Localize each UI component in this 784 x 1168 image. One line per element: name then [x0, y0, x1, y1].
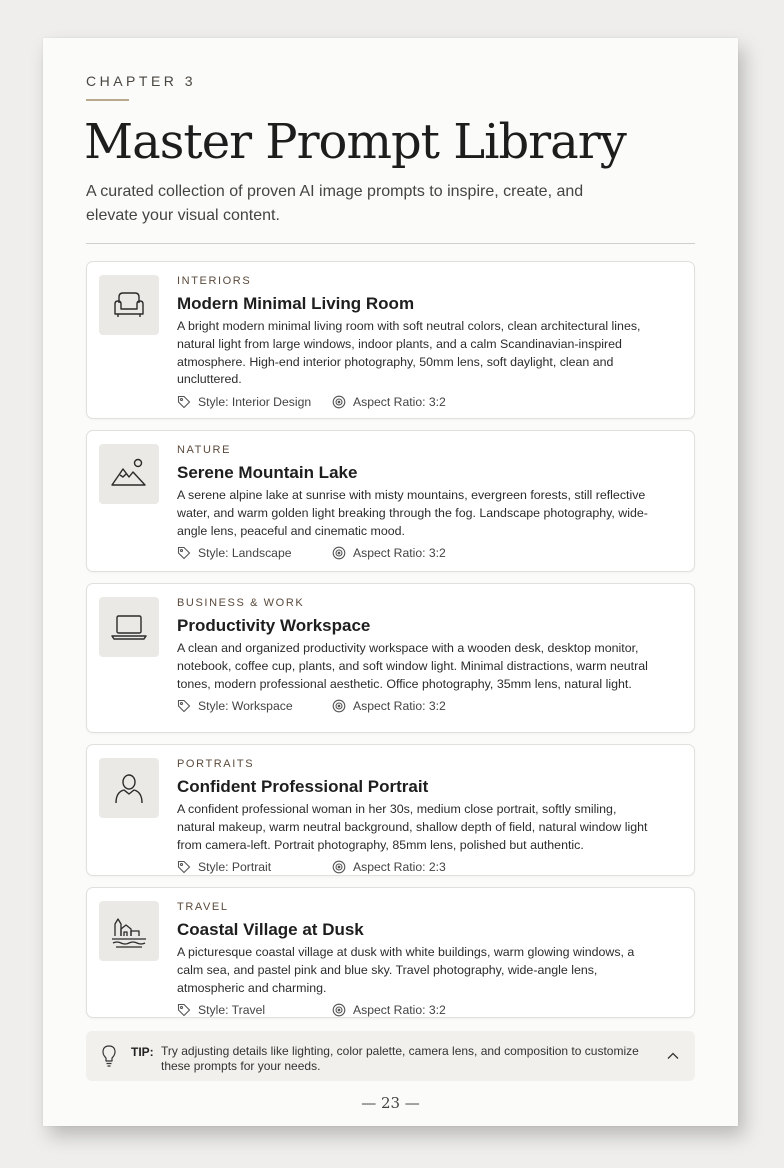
aspect-ratio: [332, 860, 446, 874]
tip-label: TIP:: [131, 1045, 154, 1059]
prompt-card-nature[interactable]: [86, 430, 695, 572]
chapter-label: CHAPTER 3: [86, 73, 197, 89]
tag-icon: [177, 1003, 191, 1017]
prompt-card-travel[interactable]: [86, 887, 695, 1018]
tag-icon: [177, 699, 191, 713]
card-meta: [177, 1003, 654, 1017]
person-icon: [108, 767, 150, 809]
card-icon-box: [99, 901, 159, 961]
card-title: Productivity Workspace: [177, 616, 371, 635]
card-description: A serene alpine lake at sunrise with misty mountains, evergreen forests, still reflective water, and warm golden light breaking through the fog. Landscape photography, wide-angle lens, peaceful and cinematic mood.: [177, 488, 648, 538]
style-tag: [177, 699, 332, 713]
card-title: Confident Professional Portrait: [177, 777, 429, 796]
prompt-card-business[interactable]: [86, 583, 695, 733]
page-title: Master Prompt Library: [84, 114, 626, 170]
book-page: [43, 38, 738, 1126]
card-icon-box: [99, 597, 159, 657]
style-tag: [177, 1003, 332, 1017]
card-meta: [177, 860, 654, 874]
card-icon-box: [99, 444, 159, 504]
aspect-ratio-icon: [332, 546, 346, 560]
aspect-ratio: [332, 546, 446, 560]
style-label: Style: Landscape: [198, 546, 292, 561]
card-category: BUSINESS & WORK: [177, 597, 305, 609]
style-tag: [177, 860, 332, 874]
tip-text: Try adjusting details like lighting, color palette, camera lens, and composition to customize these prompts for your needs.: [161, 1044, 639, 1073]
chevron-up-icon[interactable]: [666, 1049, 680, 1063]
style-tag: [177, 395, 332, 409]
card-title: Modern Minimal Living Room: [177, 294, 415, 313]
card-description: A clean and organized productivity workspace with a wooden desk, desktop monitor, notebook, coffee cup, plants, and soft window light. Minimal distractions, warm neutral tones, modern professional aesthetic. Office photography, 35mm lens, natural light.: [177, 641, 648, 691]
aspect-ratio-label: Aspect Ratio: 2:3: [353, 860, 446, 875]
style-label: Style: Workspace: [198, 699, 293, 714]
aspect-ratio-icon: [332, 860, 346, 874]
style-label: Style: Interior Design: [198, 395, 312, 410]
card-icon-box: [99, 758, 159, 818]
card-meta: [177, 699, 654, 713]
aspect-ratio: [332, 395, 446, 409]
aspect-ratio: [332, 699, 446, 713]
chapter-underline: [86, 99, 129, 101]
card-category: PORTRAITS: [177, 758, 255, 770]
aspect-ratio-label: Aspect Ratio: 3:2: [353, 1003, 446, 1018]
card-title: Serene Mountain Lake: [177, 463, 358, 482]
style-label: Style: Portrait: [198, 860, 272, 875]
aspect-ratio: [332, 1003, 446, 1017]
card-icon-box: [99, 275, 159, 335]
style-label: Style: Travel: [198, 1003, 266, 1018]
tag-icon: [177, 546, 191, 560]
header-divider: [86, 243, 695, 244]
card-description: A bright modern minimal living room with soft neutral colors, clean architectural lines, natural light from large windows, indoor plants, and a calm Scandinavian-inspired atmosphere. High-end interior photography, 50mm lens, soft daylight, clean and uncluttered.: [177, 319, 641, 387]
card-description: A confident professional woman in her 30s, medium close portrait, softly smiling, natural makeup, warm neutral background, shallow depth of field, natural window light from camera-left. Portrait photography, 85mm lens, polished but authentic.: [177, 802, 648, 852]
prompt-card-portraits[interactable]: [86, 744, 695, 876]
village-icon: [108, 910, 150, 952]
card-category: INTERIORS: [177, 275, 252, 287]
aspect-ratio-label: Aspect Ratio: 3:2: [353, 699, 446, 714]
aspect-ratio-icon: [332, 395, 346, 409]
card-category: NATURE: [177, 444, 232, 456]
laptop-icon: [108, 606, 150, 648]
prompt-card-interiors[interactable]: [86, 261, 695, 419]
lightbulb-icon: [100, 1044, 118, 1068]
aspect-ratio-icon: [332, 699, 346, 713]
card-meta: [177, 546, 654, 560]
card-meta: [177, 395, 654, 409]
page-subtitle: A curated collection of proven AI image prompts to inspire, create, and elevate your visual content.: [86, 183, 584, 224]
tag-icon: [177, 395, 191, 409]
card-category: TRAVEL: [177, 901, 229, 913]
tag-icon: [177, 860, 191, 874]
mountain-icon: [108, 453, 150, 495]
card-description: A picturesque coastal village at dusk with white buildings, warm glowing windows, a calm sea, and pastel pink and blue sky. Travel photography, wide-angle lens, atmospheric and charming.: [177, 945, 635, 995]
aspect-ratio-icon: [332, 1003, 346, 1017]
tip-box: [86, 1031, 695, 1081]
card-title: Coastal Village at Dusk: [177, 920, 364, 939]
style-tag: [177, 546, 332, 560]
aspect-ratio-label: Aspect Ratio: 3:2: [353, 546, 446, 561]
aspect-ratio-label: Aspect Ratio: 3:2: [353, 395, 446, 410]
armchair-icon: [108, 284, 150, 326]
page-number: — 23 —: [361, 1094, 420, 1112]
